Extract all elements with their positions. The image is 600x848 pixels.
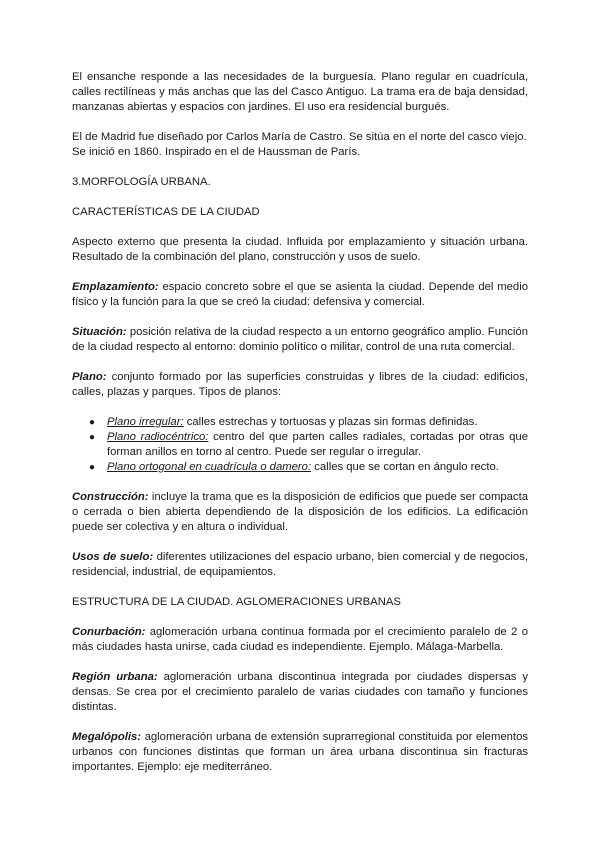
paragraph-region: [72, 670, 528, 715]
plan-type-name: Plano radiocéntrico:: [107, 431, 209, 443]
list-item: [89, 430, 528, 460]
plan-type-text: centro del que parten calles radiales, cortadas por otras que forman anillos en torno al centro. Puede ser regular o irregular.: [107, 431, 528, 458]
paragraph-construccion: [72, 490, 528, 535]
paragraph-aspecto: Aspecto externo que presenta la ciudad. Influida por emplazamiento y situación urbana. Resultado de la combinación del plano, construcción y usos de suelo.: [72, 236, 528, 263]
term-construccion: Construcción:: [72, 491, 149, 503]
list-item: [89, 415, 528, 430]
definition-construccion: incluye la trama que es la disposición de edificios que puede ser compacta o cerrada o bien abierta dependiendo de la disposición de los edificios. La edificación puede ser colectiva y en altura o individual.: [72, 491, 528, 533]
paragraph-madrid: El de Madrid fue diseñado por Carlos María de Castro. Se sitúa en el norte del casco viejo. Se inició en 1860. Inspirado en el de Haussman de París.: [72, 131, 527, 158]
term-megalopolis: Megalópolis:: [72, 731, 142, 743]
term-usos: Usos de suelo:: [72, 551, 154, 563]
definition-conurbacion: aglomeración urbana continua formada por el crecimiento paralelo de 2 o más ciudades hasta unirse, cada ciudad es independiente. Ejemplo. Málaga-Marbella.: [72, 626, 528, 653]
term-region: Región urbana:: [72, 671, 158, 683]
plano-types-list: [72, 415, 528, 475]
plan-type-text: calles estrechas y tortuosas y plazas sin formas definidas.: [183, 416, 478, 428]
heading-caracteristicas: CARACTERÍSTICAS DE LA CIUDAD: [72, 206, 260, 218]
document-page: [72, 70, 528, 790]
term-situacion: Situación:: [72, 326, 127, 338]
plan-type-text: calles que se cortan en ángulo recto.: [311, 461, 499, 473]
paragraph-ensanche: El ensanche responde a las necesidades de la burguesía. Plano regular en cuadrícula, calles rectilíneas y más anchas que las del Casco Antiguo. La trama era de baja densidad, manzanas abiertas y espacios con jardines. El uso era residencial burgués.: [72, 71, 528, 113]
definition-plano: conjunto formado por las superficies construidas y libres de la ciudad: edificios, calles, plazas y parques. Tipos de planos:: [72, 371, 528, 398]
paragraph-situacion: [72, 325, 528, 355]
list-item: [89, 460, 528, 475]
plan-type-name: Plano ortogonal en cuadrícula o damero:: [107, 461, 312, 473]
definition-megalopolis: aglomeración urbana de extensión suprarregional constituida por elementos urbanos con funciones distintas que forman un área urbana discontinua sin fracturas importantes. Ejemplo: eje mediterráneo.: [72, 731, 528, 773]
paragraph-usos: [72, 550, 528, 580]
heading-estructura: ESTRUCTURA DE LA CIUDAD. AGLOMERACIONES URBANAS: [72, 596, 401, 608]
definition-usos: diferentes utilizaciones del espacio urbano, bien comercial y de negocios, residencial, industrial, de equipamientos.: [72, 551, 528, 578]
bullet-icon: ●: [89, 432, 96, 443]
paragraph-emplazamiento: [72, 280, 528, 310]
paragraph-plano: [72, 370, 528, 400]
term-plano: Plano:: [72, 371, 107, 383]
heading-morfologia: 3.MORFOLOGÍA URBANA.: [72, 176, 211, 188]
term-emplazamiento: Emplazamiento:: [72, 281, 159, 293]
paragraph-megalopolis: [72, 730, 528, 775]
term-conurbacion: Conurbación:: [72, 626, 146, 638]
definition-region: aglomeración urbana discontinua integrada por ciudades dispersas y densas. Se crea por el crecimiento paralelo de varias ciudades con tamaño y funciones distintas.: [72, 671, 528, 713]
definition-situacion: posición relativa de la ciudad respecto a un entorno geográfico amplio. Función de la ciudad respecto al entorno: dominio político o militar, control de una ruta comercial.: [72, 326, 528, 353]
bullet-icon: ●: [89, 417, 96, 428]
definition-emplazamiento: espacio concreto sobre el que se asienta la ciudad. Depende del medio físico y la función para la que se creó la ciudad: defensiva y comercial.: [72, 281, 528, 308]
plan-type-name: Plano irregular:: [107, 416, 184, 428]
paragraph-conurbacion: [72, 625, 528, 655]
bullet-icon: ●: [89, 462, 96, 473]
